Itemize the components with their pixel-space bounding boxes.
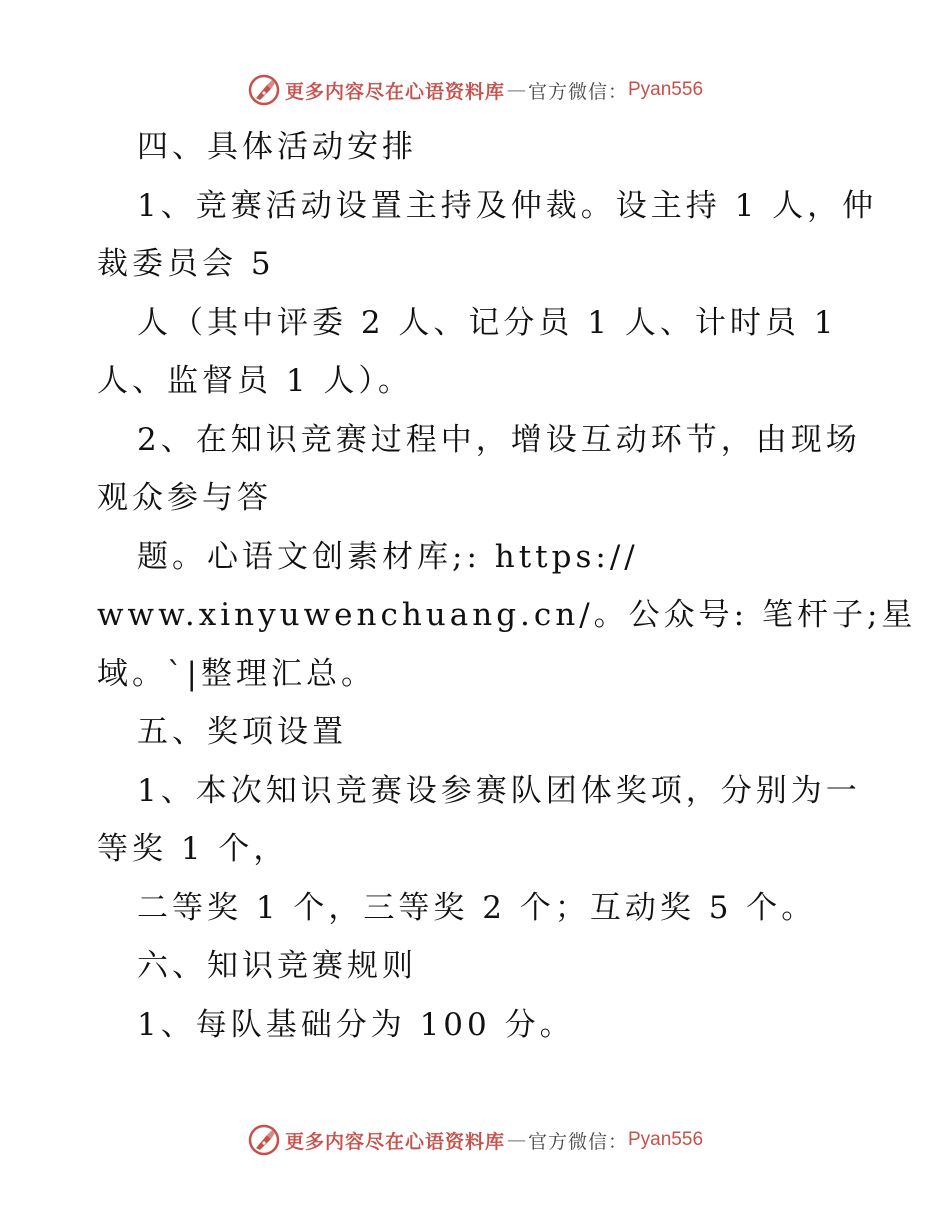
banner-separator: —	[506, 79, 526, 101]
section-heading-6: 六、知识竞赛规则	[137, 948, 417, 984]
banner-wechat-label: 官方微信：	[527, 1130, 628, 1153]
banner-wechat-label: 官方微信：	[527, 80, 628, 103]
bottom-watermark-banner	[0, 1120, 950, 1160]
paragraph-line: 观众参与答	[97, 480, 272, 516]
banner-separator: —	[506, 1129, 526, 1151]
paragraph-line: www.xinyuwenchuang.cn/。公众号: 笔杆子;星	[97, 597, 917, 633]
banner-prefix: 更多内容尽在心语资料库	[284, 1130, 505, 1153]
paragraph-line: 1、每队基础分为 100 分。	[137, 1007, 575, 1043]
pen-nib-logo-icon	[247, 73, 281, 107]
section-heading-5: 五、奖项设置	[137, 714, 347, 750]
paragraph-line: 1、本次知识竞赛设参赛队团体奖项，分别为一	[137, 773, 861, 809]
paragraph-line: 等奖 1 个，	[97, 831, 289, 867]
section-heading-4: 四、具体活动安排	[137, 129, 417, 165]
paragraph-line: 域。`|整理汇总。	[97, 656, 376, 692]
top-watermark-banner	[0, 70, 950, 110]
banner-wechat-id: Pyan556	[628, 79, 704, 100]
paragraph-line: 2、在知识竞赛过程中，增设互动环节，由现场	[137, 422, 861, 458]
paragraph-line: 裁委员会 5	[97, 246, 275, 282]
paragraph-line: 二等奖 1 个，三等奖 2 个；互动奖 5 个。	[137, 890, 817, 926]
paragraph-line: 人、监督员 1 人）。	[97, 363, 413, 399]
paragraph-line: 1、竞赛活动设置主持及仲裁。设主持 1 人，仲	[137, 188, 878, 224]
pen-nib-logo-icon	[247, 1123, 281, 1157]
banner-wechat-id: Pyan556	[628, 1129, 704, 1150]
banner-prefix: 更多内容尽在心语资料库	[284, 80, 505, 103]
paragraph-line: 人（其中评委 2 人、记分员 1 人、计时员 1	[137, 305, 838, 341]
paragraph-line: 题。心语文创素材库;: https://	[137, 539, 639, 575]
